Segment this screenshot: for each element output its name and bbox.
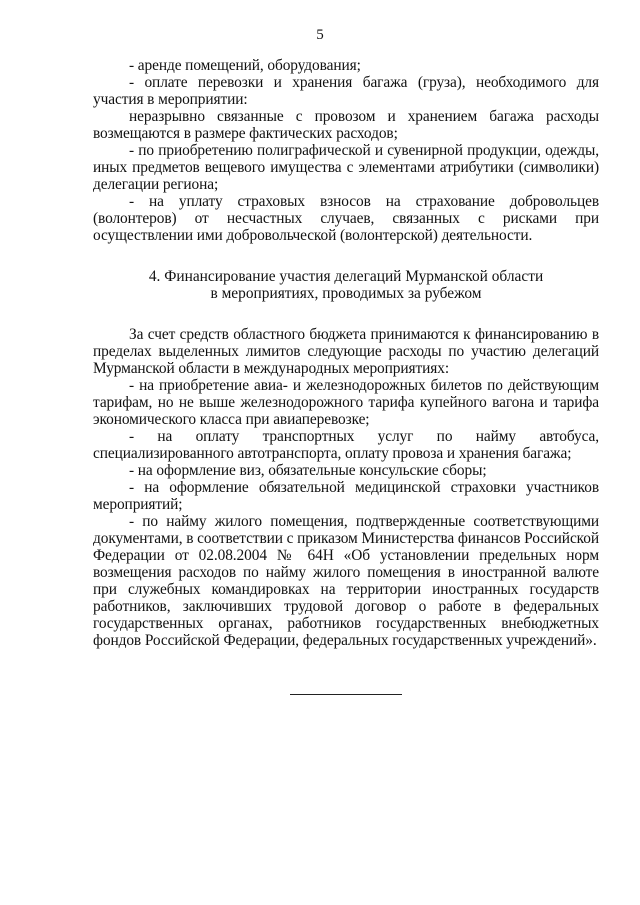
paragraph-visas: - на оформление виз, обязательные консульские сборы; — [129, 462, 487, 479]
paragraph-baggage-expenses: неразрывно связанные с провозом и хранением багажа расходы возмещаются в размере фактических расходов; — [93, 108, 599, 142]
page-number: 5 — [316, 27, 324, 43]
section-heading-line-1: 4. Финансирование участия делегаций Мурманской области — [148, 268, 544, 285]
end-of-text-rule — [290, 694, 402, 695]
paragraph-medical-insurance: - на оформление обязательной медицинской страховки участников мероприятий; — [93, 479, 599, 513]
paragraph-transport: - на оплату транспортных услуг по найму автобуса, специализированного автотранспорта, оплату провоза и хранения багажа; — [93, 428, 599, 462]
paragraph-volunteer-insurance: - на уплату страховых взносов на страхование добровольцев (волонтеров) от несчастных случаев, связанных с рисками при осуществлении ими добровольческой (волонтерской) деятельности. — [93, 193, 599, 244]
paragraph-financing-intro: За счет средств областного бюджета принимаются к финансированию в пределах выделенных лимитов следующие расходы по участию делегаций Мурманской области в международных мероприятиях: — [93, 326, 599, 377]
paragraph-accommodation: - по найму жилого помещения, подтвержденные соответствующими документами, в соответствии с приказом Министерства финансов Российской Федерации от 02.08.2004 № 64Н «Об установлении предельных норм возмещения расходов по найму жилого помещения в иностранной валюте при служебных командировках на территории иностранных государств работников, заключивших трудовой договор о работе в федеральных государственных органах, работников государственных внебюджетных фондов Российской Федерации, федеральных государственных учреждений». — [93, 513, 600, 649]
section-heading-line-2: в мероприятиях, проводимых за рубежом — [210, 285, 482, 302]
paragraph-baggage: - оплате перевозки и хранения багажа (груза), необходимого для участия в мероприятии: — [93, 74, 599, 108]
section-heading — [93, 268, 599, 302]
paragraph-printing-souvenirs: - по приобретению полиграфической и сувенирной продукции, одежды, иных предметов вещевого имущества с элементами атрибутики (символики) делегации региона; — [93, 142, 599, 193]
document-body — [93, 57, 599, 649]
paragraph-rent: - аренде помещений, оборудования; — [129, 57, 361, 74]
paragraph-tickets: - на приобретение авиа- и железнодорожных билетов по действующим тарифам, но не выше железнодорожного тарифа купейного вагона и тарифа экономического класса при авиаперевозке; — [93, 377, 599, 428]
